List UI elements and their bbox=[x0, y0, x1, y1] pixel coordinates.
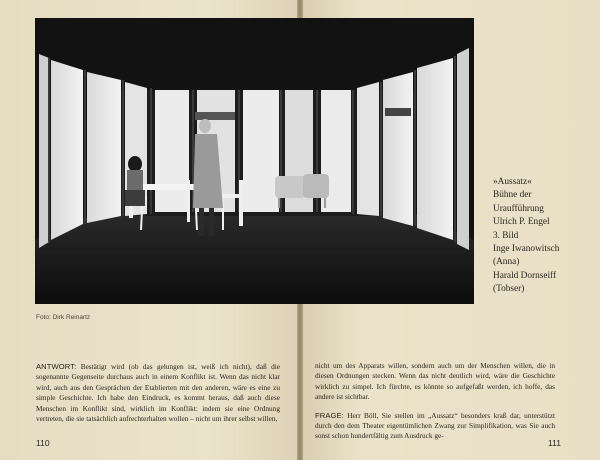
question-paragraph bbox=[315, 411, 555, 442]
photo-caption bbox=[493, 176, 593, 297]
caption-line: Bühne der bbox=[493, 190, 532, 201]
answer-continuation-paragraph bbox=[315, 361, 555, 403]
caption-line: Uraufführung bbox=[493, 203, 544, 214]
left-text-column bbox=[36, 362, 280, 432]
caption-line: Ulrich P. Engel bbox=[493, 217, 550, 228]
caption-line: (Anna) bbox=[493, 257, 520, 268]
caption-line: Harald Dornseiff bbox=[493, 270, 557, 281]
page-number-right: 111 bbox=[548, 438, 561, 448]
speaker-label: ANTWORT: bbox=[36, 362, 77, 371]
stage-photograph bbox=[35, 18, 474, 304]
photo-credit: Foto: Dirk Reinartz bbox=[36, 314, 91, 321]
paragraph-body: nicht um des Apparats willen, sondern auch um der Menschen willen, die in diesen Ordnungen stecken. Wenn das nicht deutlich wird, wäre die Geschichte wirklich zu simpel. Ich fürchte, es könnte so aufgefaßt werden, ich hoffe, das andere ist sichtbar. bbox=[315, 361, 555, 402]
right-text-column bbox=[315, 361, 555, 450]
paragraph-body: Herr Böll, Sie stellen im „Aussatz“ besonders kraß dar, unterstützt durch den dem Theater eigentümlichen Zwang zur Simplifikation, was Sie auch sonst schon hundertfältig zum Ausdruck ge- bbox=[315, 410, 555, 441]
page-number-left: 110 bbox=[36, 438, 50, 448]
caption-line: Inge Iwanowitsch bbox=[493, 244, 560, 255]
speaker-label: FRAGE: bbox=[315, 410, 344, 420]
caption-line: 3. Bild bbox=[493, 230, 519, 241]
caption-line: »Aussatz« bbox=[493, 177, 532, 187]
paragraph-body: Bestätigt wird (ob das gelungen ist, weiß ich nicht), daß die sogenannte Gegenseite durchaus auch in einem Konflikt ist. Wenn das nicht klar wird, auch aus den Gesprächen der Etablierten mit den anderen, wäre es eine zu simple Geschichte. Ich habe den Eindruck, es kommt heraus, daß auch diese Menschen im Konflikt sind, wirklich im Konflikt: indem sie eine Ordnung vertreten, die sie tatsächlich aufrechterhalten wollen – nicht um ihrer selbst willen, bbox=[36, 362, 281, 424]
caption-line: (Tobser) bbox=[493, 284, 525, 295]
answer-paragraph bbox=[36, 362, 280, 424]
